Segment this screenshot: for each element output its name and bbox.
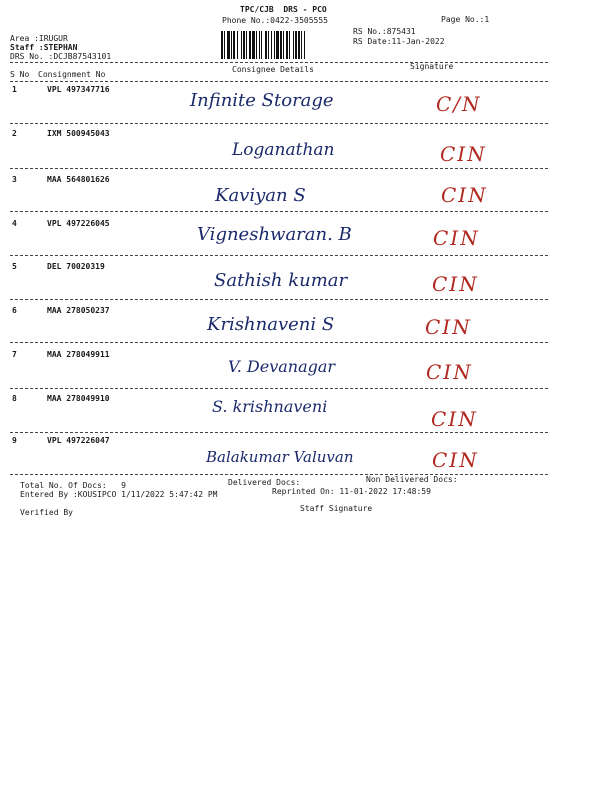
barcode-bar bbox=[293, 31, 294, 59]
row-consignment: VPL 497226047 bbox=[47, 436, 110, 445]
row-consignment: VPL 497347716 bbox=[47, 85, 110, 94]
signature-mark: CIN bbox=[433, 226, 480, 250]
row-consignment: VPL 497226045 bbox=[47, 219, 110, 228]
row-consignment: DEL 70020319 bbox=[47, 262, 105, 271]
row-sno: 9 bbox=[12, 436, 17, 445]
divider bbox=[10, 62, 548, 63]
barcode-bar bbox=[227, 31, 230, 59]
barcode-bar bbox=[249, 31, 251, 59]
consignee-handwriting: V. Devanagar bbox=[228, 357, 336, 376]
barcode-bar bbox=[256, 31, 257, 59]
row-sno: 3 bbox=[12, 175, 17, 184]
row-consignment: IXM 500945043 bbox=[47, 129, 110, 138]
row-sno: 8 bbox=[12, 394, 17, 403]
drs-number: DRS No. :DCJB87543101 bbox=[10, 52, 112, 61]
consignee-handwriting: Sathish kumar bbox=[214, 270, 348, 291]
barcode-bar bbox=[289, 31, 290, 59]
barcode-bar bbox=[298, 31, 300, 59]
row-divider bbox=[10, 474, 548, 475]
row-consignment: MAA 278049910 bbox=[47, 394, 110, 403]
barcode-bar bbox=[237, 31, 238, 59]
signature-mark: CIN bbox=[426, 360, 473, 384]
barcode-bar bbox=[276, 31, 279, 59]
row-divider bbox=[10, 255, 548, 256]
consignee-handwriting: Vigneshwaran. B bbox=[197, 224, 352, 245]
page-number: Page No.:1 bbox=[441, 15, 490, 24]
barcode-bar bbox=[295, 31, 297, 59]
row-sno: 2 bbox=[12, 129, 17, 138]
consignee-handwriting: Balakumar Valuvan bbox=[206, 448, 354, 466]
area-label: Area :IRUGUR bbox=[10, 34, 68, 43]
consignee-handwriting: Loganathan bbox=[232, 140, 335, 160]
consignee-handwriting: Infinite Storage bbox=[190, 90, 334, 111]
barcode-bar bbox=[271, 31, 272, 59]
row-consignment: MAA 564801626 bbox=[47, 175, 110, 184]
row-divider bbox=[10, 432, 548, 433]
barcode-bar bbox=[265, 31, 267, 59]
col-consignee: Consignee Details bbox=[232, 65, 314, 74]
doc-title: TPC/CJB DRS - PCO bbox=[240, 5, 327, 14]
row-divider bbox=[10, 299, 548, 300]
barcode-bar bbox=[274, 31, 275, 59]
row-divider bbox=[10, 168, 548, 169]
barcode-bar bbox=[283, 31, 284, 59]
consignee-handwriting: Kaviyan S bbox=[215, 185, 306, 206]
total-docs: Total No. Of Docs: 9 bbox=[20, 481, 126, 490]
row-sno: 5 bbox=[12, 262, 17, 271]
barcode-bar bbox=[246, 31, 247, 59]
barcode-bar bbox=[224, 31, 225, 59]
verified-by: Verified By bbox=[20, 508, 73, 517]
staff-signature: Staff Signature bbox=[300, 504, 373, 513]
barcode-bar bbox=[233, 31, 235, 59]
consignee-handwriting: Krishnaveni S bbox=[207, 314, 335, 335]
entered-by: Entered By :KOUSIPCO 1/11/2022 5:47:42 PM bbox=[20, 490, 218, 499]
row-sno: 6 bbox=[12, 306, 17, 315]
col-signature: Signature bbox=[410, 62, 454, 71]
barcode-bar bbox=[221, 31, 223, 59]
barcode-bar bbox=[231, 31, 232, 59]
rs-date: RS Date:11-Jan-2022 bbox=[353, 37, 445, 46]
row-consignment: MAA 278049911 bbox=[47, 350, 110, 359]
delivered-docs: Delivered Docs: bbox=[228, 478, 301, 487]
consignee-handwriting: S. krishnaveni bbox=[212, 397, 328, 416]
col-sno: S No bbox=[10, 70, 30, 79]
row-consignment: MAA 278050237 bbox=[47, 306, 110, 315]
barcode-bar bbox=[301, 31, 302, 59]
phone-number: Phone No.:0422-3505555 bbox=[222, 16, 328, 25]
signature-mark: C/N bbox=[436, 92, 482, 116]
row-divider bbox=[10, 342, 548, 343]
signature-mark: CIN bbox=[432, 272, 479, 296]
barcode-bar bbox=[259, 31, 260, 59]
col-consignment: Consignment No bbox=[38, 70, 106, 79]
row-sno: 1 bbox=[12, 85, 17, 94]
signature-mark: CIN bbox=[432, 448, 479, 472]
barcode-bar bbox=[286, 31, 288, 59]
barcode-bar bbox=[304, 31, 305, 59]
barcode-bar bbox=[241, 31, 242, 59]
signature-mark: CIN bbox=[441, 183, 488, 207]
signature-mark: CIN bbox=[431, 407, 478, 431]
row-divider bbox=[10, 123, 548, 124]
signature-mark: CIN bbox=[425, 315, 472, 339]
staff-label: Staff :STEPHAN bbox=[10, 43, 78, 52]
signature-mark: CIN bbox=[440, 142, 487, 166]
barcode-bar bbox=[261, 31, 262, 59]
divider bbox=[10, 81, 548, 82]
barcode-bar bbox=[243, 31, 245, 59]
barcode-icon bbox=[220, 31, 345, 59]
non-delivered-docs: Non Delivered Docs: bbox=[366, 475, 458, 484]
rs-number: RS No.:875431 bbox=[353, 27, 416, 36]
reprinted-on: Reprinted On: 11-01-2022 17:48:59 bbox=[272, 487, 431, 496]
row-divider bbox=[10, 211, 548, 212]
row-sno: 4 bbox=[12, 219, 17, 228]
row-sno: 7 bbox=[12, 350, 17, 359]
barcode-bar bbox=[280, 31, 282, 59]
barcode-bar bbox=[252, 31, 255, 59]
barcode-bar bbox=[268, 31, 269, 59]
row-divider bbox=[10, 388, 548, 389]
